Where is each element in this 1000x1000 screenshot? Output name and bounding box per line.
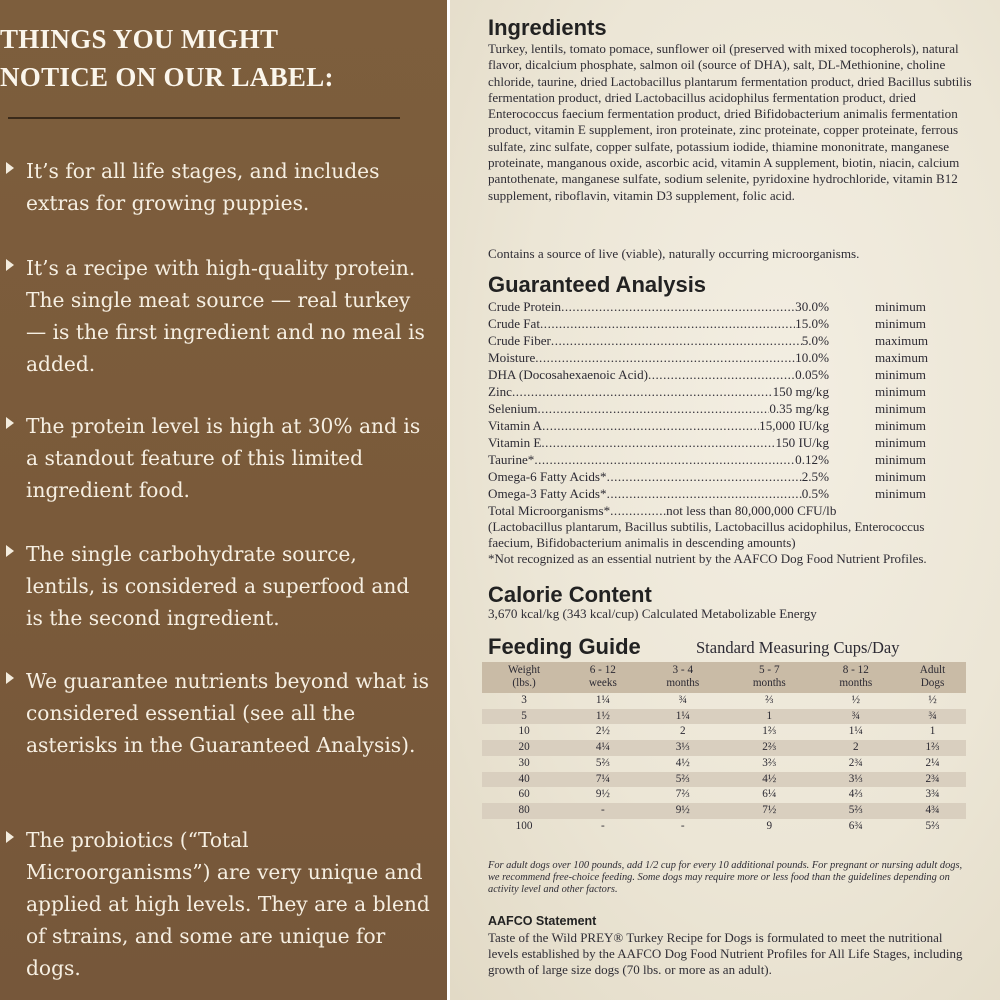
bullet-text: The single carbohydrate source, lentils, is considered a superfood and is the second ingredient.	[26, 542, 410, 630]
table-cell: 5	[482, 709, 566, 725]
triangle-bullet-icon	[6, 417, 14, 429]
analysis-value: 0.05%	[795, 367, 829, 382]
table-cell: 80	[482, 803, 566, 819]
analysis-value: 30.0%	[795, 299, 829, 314]
leader-dots	[540, 315, 795, 332]
table-row	[482, 693, 966, 709]
analysis-qualifier: minimum	[875, 418, 926, 433]
calorie-heading: Calorie Content	[488, 582, 652, 607]
analysis-value: 0.5%	[801, 486, 829, 501]
triangle-bullet-icon	[6, 831, 14, 843]
table-cell: 9½	[640, 803, 727, 819]
feeding-column-header	[813, 662, 900, 693]
table-cell: 2¼	[925, 756, 940, 769]
analysis-qualifier: minimum	[875, 299, 926, 314]
table-row	[482, 819, 966, 835]
table-row	[482, 772, 966, 788]
header-line: (lbs.)	[512, 677, 536, 689]
analysis-value: 2.5%	[801, 469, 829, 484]
feeding-note: For adult dogs over 100 pounds, add 1/2 cup for every 10 additional pounds. For pregnant or nursing adult dogs, we recommend free-choice feeding. Some dogs may require more or less food than the guidelines depending on activity level and other factors.	[488, 860, 963, 895]
triangle-bullet-icon	[6, 259, 14, 271]
table-cell: ½	[928, 694, 937, 706]
bullet-item	[0, 410, 430, 506]
bullet-item	[0, 538, 430, 634]
table-cell: 1	[726, 709, 813, 725]
table-cell: 3⅓	[640, 740, 727, 756]
table-cell: -	[680, 819, 685, 832]
table-cell: ½	[851, 694, 860, 706]
table-cell: 4½	[675, 756, 690, 769]
analysis-qualifier: maximum	[875, 350, 929, 365]
table-cell: 4⅔	[848, 788, 863, 801]
table-cell: 1⅔	[762, 725, 777, 738]
triangle-bullet-icon	[6, 162, 14, 174]
analysis-name: Vitamin E	[488, 435, 542, 450]
feeding-column-header	[640, 662, 727, 693]
bullet-text: It’s for all life stages, and includes extras for growing puppies.	[26, 159, 380, 215]
feeding-column-header	[566, 662, 639, 693]
analysis-row	[488, 349, 958, 366]
table-cell: 4½	[726, 772, 813, 788]
leader-dots	[607, 468, 802, 485]
panel-title	[0, 20, 430, 96]
table-cell: 20	[482, 740, 566, 756]
table-cell: 7¼	[566, 772, 639, 788]
analysis-value: 150 mg/kg	[772, 384, 829, 399]
analysis-name: Omega-3 Fatty Acids*	[488, 486, 607, 501]
table-cell: ¾	[678, 694, 687, 706]
analysis-row	[488, 315, 958, 332]
header-line: Weight	[508, 664, 541, 676]
bullet-item	[0, 155, 430, 219]
analysis-qualifier: minimum	[875, 469, 926, 484]
analysis-heading: Guaranteed Analysis	[488, 272, 707, 297]
analysis-row	[488, 383, 958, 400]
table-cell: 5⅔	[595, 756, 610, 769]
table-cell: ¾	[899, 709, 966, 725]
analysis-row	[488, 468, 958, 485]
analysis-value: 5.0%	[801, 333, 829, 348]
table-row	[482, 709, 966, 725]
analysis-footnote: *Not recognized as an essential nutrient by the AAFCO Dog Food Nutrient Profiles.	[488, 551, 927, 566]
feeding-column-header	[899, 662, 966, 693]
analysis-row	[488, 485, 958, 502]
table-cell: 4¼	[566, 740, 639, 756]
table-cell: 60	[518, 788, 530, 801]
analysis-qualifier: minimum	[875, 401, 926, 416]
feeding-table	[482, 662, 966, 834]
analysis-value: 10.0%	[795, 350, 829, 365]
analysis-name: Zinc	[488, 384, 512, 399]
table-cell: 4¾	[899, 803, 966, 819]
table-cell: 2⅔	[726, 740, 813, 756]
leader-dots	[541, 434, 775, 451]
analysis-row	[488, 502, 958, 519]
analysis-qualifier: minimum	[875, 452, 926, 467]
table-cell: 9	[766, 819, 773, 832]
leader-dots	[610, 502, 666, 519]
ingredients-heading: Ingredients	[488, 15, 607, 40]
table-cell: 1½	[566, 709, 639, 725]
table-cell: 3	[521, 694, 527, 706]
table-cell: 3⅔	[762, 756, 777, 769]
analysis-qualifier: minimum	[875, 367, 926, 382]
header-line: months	[666, 677, 700, 689]
header-line: 3 - 4	[672, 664, 694, 676]
analysis-value: 0.12%	[795, 452, 829, 467]
bullet-text: We guarantee nutrients beyond what is considered essential (see all the asterisks in the Guaranteed Analysis).	[26, 669, 430, 757]
table-cell: 30	[518, 756, 530, 769]
bullet-item	[0, 665, 430, 761]
calorie-text: 3,670 kcal/kg (343 kcal/cup) Calculated Metabolizable Energy	[488, 606, 817, 621]
analysis-qualifier: maximum	[875, 333, 929, 348]
analysis-table	[488, 298, 958, 567]
analysis-value: not less than 80,000,000 CFU/lb	[666, 503, 837, 518]
panel-title-line-2: NOTICE ON OUR LABEL:	[0, 62, 334, 92]
analysis-qualifier: minimum	[875, 384, 926, 399]
analysis-name: Taurine*	[488, 452, 535, 467]
table-cell: 1¼	[848, 725, 863, 738]
table-cell: 2¾	[899, 772, 966, 788]
table-row	[482, 724, 966, 740]
analysis-name: Vitamin A	[488, 418, 543, 433]
bullet-text: It’s a recipe with high-quality protein. The single meat source — real turkey — is the first ingredient and no meal is added.	[26, 256, 425, 376]
triangle-bullet-icon	[6, 545, 14, 557]
analysis-row	[488, 451, 958, 468]
bullet-text: The probiotics (“Total Microorganisms”) are very unique and applied at high levels. They are a blend of strains, and some are unique for dogs.	[26, 828, 430, 980]
header-line: 6 - 12	[589, 664, 616, 676]
leader-dots	[535, 349, 795, 366]
table-cell: 6¼	[762, 788, 777, 801]
analysis-row	[488, 366, 958, 383]
table-cell: 3⅓	[813, 772, 900, 788]
analysis-row	[488, 434, 958, 451]
feeding-column-header	[726, 662, 813, 693]
analysis-qualifier: minimum	[875, 486, 926, 501]
analysis-value: 150 IU/kg	[775, 435, 829, 450]
analysis-value: 0.35 mg/kg	[769, 401, 829, 416]
leader-dots	[561, 298, 795, 315]
table-cell: 5⅔	[813, 803, 900, 819]
analysis-qualifier: minimum	[875, 316, 926, 331]
table-cell: -	[600, 819, 605, 832]
aafco-statement: Taste of the Wild PREY® Turkey Recipe for Dogs is formulated to meet the nutritional levels established by the AAFCO Dog Food Nutrient Profiles for All Life Stages, including growth of large size dogs (70 lbs. or more as an adult).	[488, 930, 963, 977]
header-line: 8 - 12	[842, 664, 869, 676]
analysis-value: 15.0%	[795, 316, 829, 331]
analysis-row	[488, 417, 958, 434]
label-notes-panel	[0, 0, 447, 1000]
analysis-name: Moisture	[488, 350, 536, 365]
leader-dots	[607, 485, 802, 502]
ingredients-text: Turkey, lentils, tomato pomace, sunflower oil (preserved with mixed tocopherols), natural flavor, dicalcium phosphate, salmon oil (source of DHA), salt, DL-Methionine, choline chloride, taurine, dried Lactobacillus plantarum fermentation product, dried Bacillus subtilis fermentation product, dried Lactobacillus acidophilus fermentation product, dried Enterococcus faecium fermentation product, dried Bifidobacterium animalis fermentation product, vitamin E supplement, iron proteinate, zinc proteinate, copper proteinate, ferrous sulfate, zinc sulfate, copper sulfate, potassium iodide, thiamine mononitrate, manganese proteinate, manganous oxide, ascorbic acid, vitamin A supplement, biotin, niacin, calcium pantothenate, manganese sulfate, sodium selenite, pyridoxine hydrochloride, vitamin B12 supplement, riboflavin, vitamin D3 supplement, folic acid.	[488, 41, 972, 203]
table-cell: 5⅔	[640, 772, 727, 788]
analysis-value: 15,000 IU/kg	[759, 418, 829, 433]
analysis-name: Crude Fat	[488, 316, 541, 331]
leader-dots	[512, 383, 773, 400]
table-cell: 3¾	[925, 788, 940, 801]
table-row	[482, 787, 966, 803]
analysis-name: Total Microorganisms*	[488, 503, 611, 518]
header-line: Adult	[919, 664, 946, 676]
table-cell: 6¾	[848, 819, 863, 832]
header-line: months	[752, 677, 786, 689]
analysis-qualifier: minimum	[875, 435, 926, 450]
table-cell: ¾	[813, 709, 900, 725]
triangle-bullet-icon	[6, 672, 14, 684]
title-divider	[8, 117, 400, 119]
table-cell: 2½	[595, 725, 610, 738]
table-cell: -	[566, 803, 639, 819]
table-cell: 7½	[726, 803, 813, 819]
feeding-subheading: Standard Measuring Cups/Day	[696, 638, 900, 657]
table-cell: 7⅔	[675, 788, 690, 801]
aafco-heading: AAFCO Statement	[488, 914, 597, 928]
header-line: Dogs	[920, 677, 945, 689]
analysis-name: Crude Protein	[488, 299, 562, 314]
leader-dots	[542, 417, 759, 434]
probiotic-note: Contains a source of live (viable), naturally occurring microorganisms.	[488, 246, 860, 261]
analysis-name: DHA (Docosahexaenoic Acid)	[488, 367, 648, 382]
leader-dots	[551, 332, 802, 349]
analysis-row	[488, 400, 958, 417]
table-cell: ⅔	[765, 694, 774, 706]
table-cell: 1¼	[640, 709, 727, 725]
table-cell: 2	[813, 740, 900, 756]
feeding-column-header	[482, 662, 566, 693]
leader-dots	[648, 366, 795, 383]
table-cell: 1⅔	[899, 740, 966, 756]
bullet-text: The protein level is high at 30% and is a standout feature of this limited ingredient food.	[26, 414, 421, 502]
analysis-row	[488, 298, 958, 315]
table-cell: 1	[929, 725, 936, 738]
analysis-name: Omega-6 Fatty Acids*	[488, 469, 607, 484]
analysis-row	[488, 332, 958, 349]
table-row	[482, 756, 966, 772]
bullet-item	[0, 824, 430, 984]
leader-dots	[534, 451, 795, 468]
table-row	[482, 740, 966, 756]
label-panel	[450, 0, 1000, 1000]
table-cell: 1¼	[595, 694, 610, 706]
table-cell: 100	[515, 819, 533, 832]
table-cell: 5⅔	[925, 819, 940, 832]
panel-title-line-1: THINGS YOU MIGHT	[0, 24, 279, 54]
header-line: weeks	[588, 677, 617, 689]
feeding-heading: Feeding Guide	[488, 634, 641, 659]
header-line: 5 - 7	[759, 664, 780, 676]
table-row	[482, 803, 966, 819]
table-cell: 40	[482, 772, 566, 788]
microorganism-strains: (Lactobacillus plantarum, Bacillus subtilis, Lactobacillus acidophilus, Enterococcus faecium, Bifidobacterium animalis in descending amounts)	[488, 519, 925, 550]
table-cell: 2	[680, 725, 686, 738]
table-cell: 10	[518, 725, 530, 738]
header-line: months	[839, 677, 873, 689]
leader-dots	[537, 400, 769, 417]
bullet-item	[0, 252, 430, 380]
table-cell: 2¾	[848, 756, 863, 769]
analysis-name: Crude Fiber	[488, 333, 551, 348]
analysis-name: Selenium	[488, 401, 538, 416]
table-cell: 9½	[595, 788, 610, 801]
